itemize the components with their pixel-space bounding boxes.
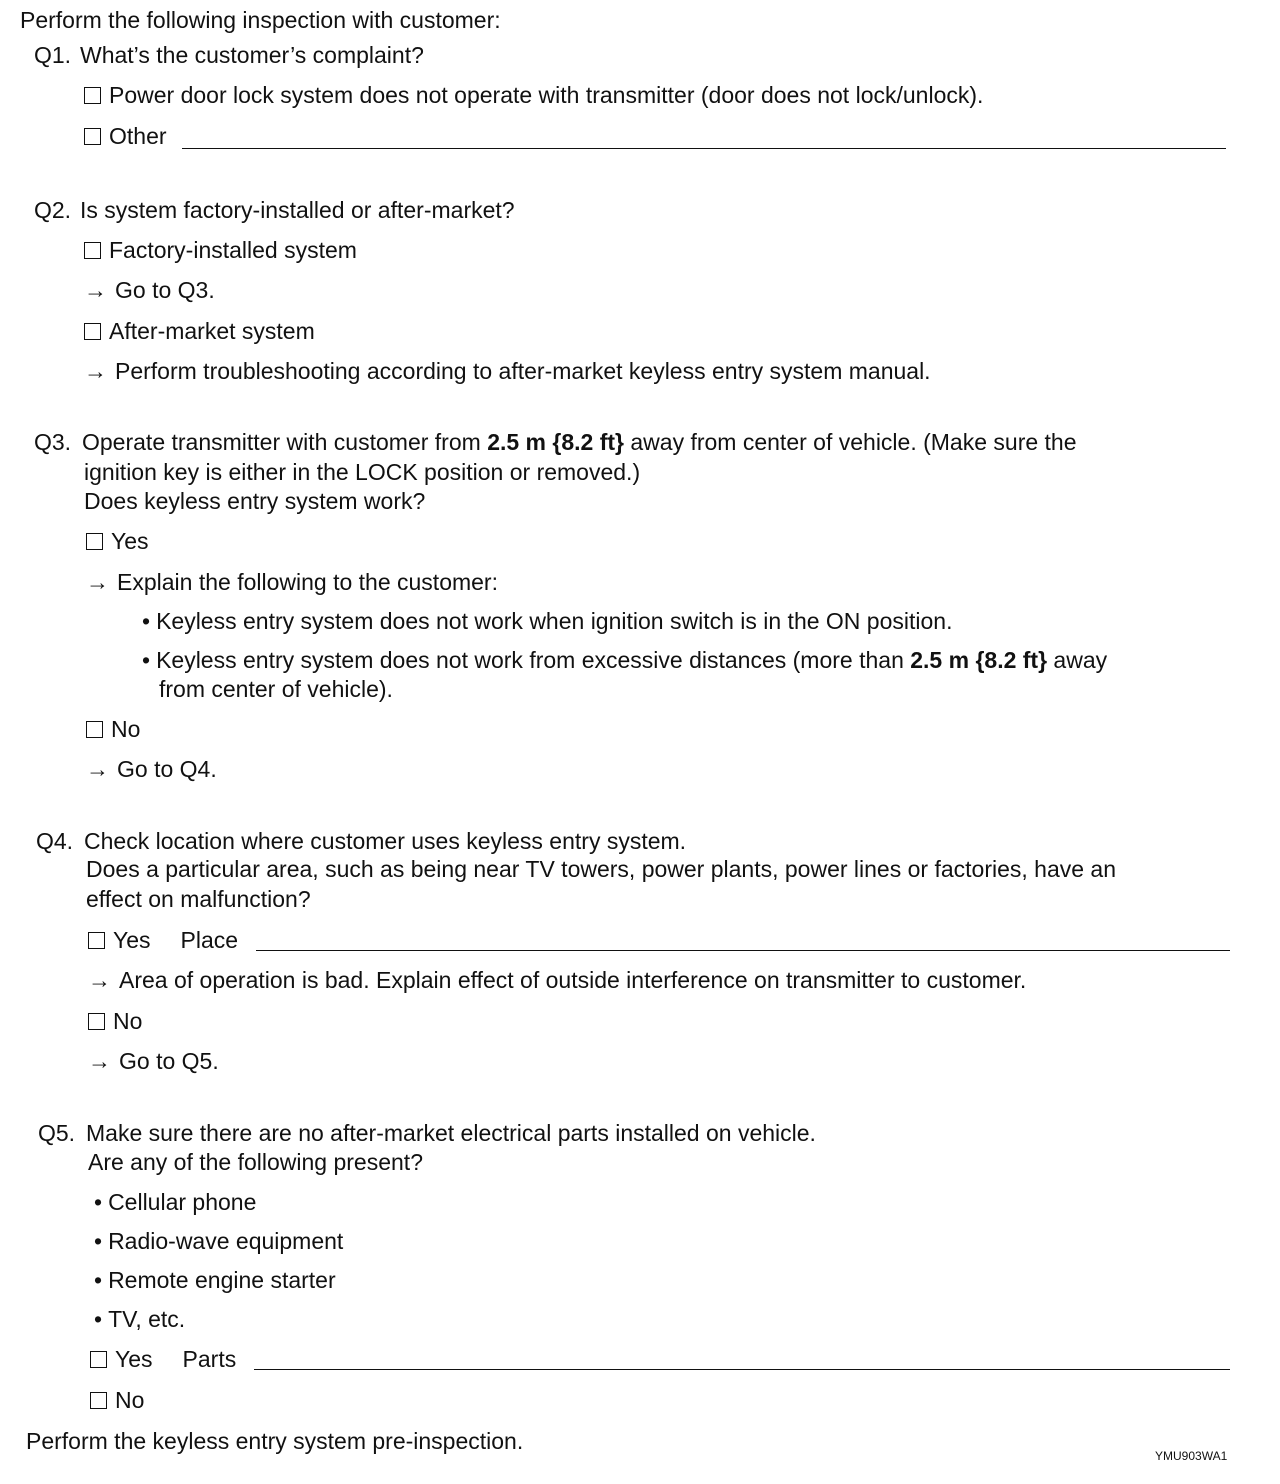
q2-option-factory[interactable]: Factory-installed system xyxy=(84,236,357,264)
q5-option-no[interactable]: No xyxy=(90,1386,144,1414)
bullet-icon: • xyxy=(94,1228,103,1254)
q1-label: Q1. xyxy=(34,42,72,68)
arrow-right-icon: → xyxy=(88,967,111,993)
q2-label: Q2. xyxy=(34,197,72,223)
arrow-right-icon: → xyxy=(84,277,107,303)
q1-option-other[interactable]: Other xyxy=(84,122,167,150)
q4-option-yes[interactable]: Yes Place xyxy=(88,926,238,954)
arrow-right-icon: → xyxy=(86,569,109,595)
q1-question: What’s the customer’s complaint? xyxy=(80,42,424,68)
q3-bullet-2: • Keyless entry system does not work from excessive distances (more than 2.5 m {8.2 ft} away xyxy=(142,647,1108,673)
q5-label: Q5. xyxy=(38,1120,76,1146)
q5-question-line2: Are any of the following present? xyxy=(88,1149,423,1175)
bullet-icon: • xyxy=(94,1306,103,1332)
q4-question-line3: effect on malfunction? xyxy=(86,886,311,912)
checkbox-icon[interactable] xyxy=(84,87,101,104)
q5-option-yes[interactable]: Yes Parts xyxy=(90,1345,236,1373)
q3-option-yes[interactable]: Yes xyxy=(86,527,149,555)
q4-place-label: Place xyxy=(180,927,239,953)
arrow-right-icon: → xyxy=(86,756,109,782)
checkbox-icon[interactable] xyxy=(84,242,101,259)
q3-question-line3: Does keyless entry system work? xyxy=(84,488,426,514)
bullet-icon: • xyxy=(142,608,151,634)
q3-option-no[interactable]: No xyxy=(86,715,140,743)
q5-question-line1: Make sure there are no after-market electrical parts installed on vehicle. xyxy=(86,1120,816,1146)
checkbox-icon[interactable] xyxy=(88,932,105,949)
q4-result-yes: → Area of operation is bad. Explain effect of outside interference on transmitter to customer. xyxy=(88,967,1027,993)
arrow-right-icon: → xyxy=(84,358,107,384)
q2-result-factory: → Go to Q3. xyxy=(84,277,215,303)
checkbox-icon[interactable] xyxy=(84,323,101,340)
bullet-icon: • xyxy=(94,1267,103,1293)
footer-text: Perform the keyless entry system pre-inspection. xyxy=(26,1428,524,1454)
q4-label: Q4. xyxy=(36,828,74,854)
arrow-right-icon: → xyxy=(88,1048,111,1074)
q2-result-aftermarket: → Perform troubleshooting according to after-market keyless entry system manual. xyxy=(84,358,931,384)
q3-bullet-2-continuation: from center of vehicle). xyxy=(159,676,393,702)
checkbox-icon[interactable] xyxy=(84,128,101,145)
q3-result-no: → Go to Q4. xyxy=(86,756,217,782)
q2-option-aftermarket[interactable]: After-market system xyxy=(84,317,315,345)
q3-question-line1: Operate transmitter with customer from 2.5 m {8.2 ft} away from center of vehicle. (Make sure the xyxy=(82,429,1077,455)
intro-text: Perform the following inspection with customer: xyxy=(20,7,501,33)
q3-bullet-1: • Keyless entry system does not work when ignition switch is in the ON position. xyxy=(142,608,953,634)
q4-question-line1: Check location where customer uses keyless entry system. xyxy=(84,828,687,854)
q5-list-item: • Cellular phone xyxy=(94,1189,257,1215)
checkbox-icon[interactable] xyxy=(90,1392,107,1409)
q1-other-fill-line[interactable] xyxy=(182,148,1226,149)
bullet-icon: • xyxy=(142,647,151,673)
q4-result-no: → Go to Q5. xyxy=(88,1048,219,1074)
figure-code: YMU903WA1 xyxy=(1155,1449,1228,1463)
checkbox-icon[interactable] xyxy=(86,721,103,738)
q5-list-item: • Remote engine starter xyxy=(94,1267,336,1293)
q5-list-item: • Radio-wave equipment xyxy=(94,1228,344,1254)
q3-question-line2: ignition key is either in the LOCK position or removed.) xyxy=(84,459,641,485)
q5-list-item: • TV, etc. xyxy=(94,1306,186,1332)
q4-option-no[interactable]: No xyxy=(88,1007,142,1035)
q2-question: Is system factory-installed or after-market? xyxy=(80,197,515,223)
q1-option-power-door[interactable]: Power door lock system does not operate with transmitter (door does not lock/unlock). xyxy=(84,81,983,109)
q3-result-yes: → Explain the following to the customer: xyxy=(86,569,498,595)
q4-place-fill-line[interactable] xyxy=(256,950,1230,951)
q5-parts-label: Parts xyxy=(182,1346,237,1372)
q3-label: Q3. xyxy=(34,429,72,455)
bullet-icon: • xyxy=(94,1189,103,1215)
checkbox-icon[interactable] xyxy=(88,1013,105,1030)
checkbox-icon[interactable] xyxy=(86,533,103,550)
q5-parts-fill-line[interactable] xyxy=(254,1369,1230,1370)
checkbox-icon[interactable] xyxy=(90,1351,107,1368)
q4-question-line2: Does a particular area, such as being near TV towers, power plants, power lines or factories, have an xyxy=(86,856,1117,882)
